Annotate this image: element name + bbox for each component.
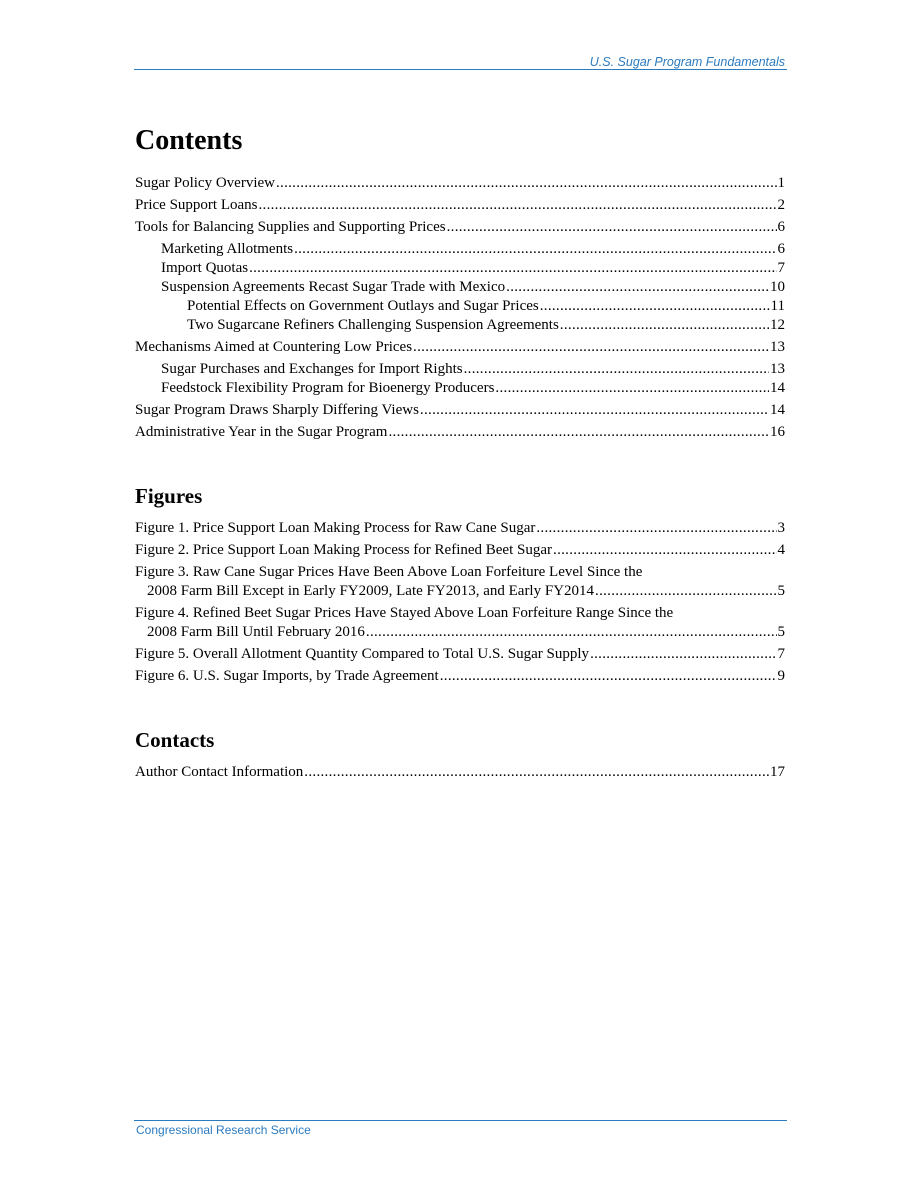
toc-entry-page: 7 xyxy=(777,260,785,276)
contents-list xyxy=(135,174,785,442)
toc-entry[interactable] xyxy=(135,316,785,335)
toc-entry-text: Tools for Balancing Supplies and Supporting Prices xyxy=(135,219,446,235)
figure-entry-text-line1: Figure 3. Raw Cane Sugar Prices Have Been Above Loan Forfeiture Level Since the xyxy=(135,564,643,580)
dot-leader xyxy=(447,218,777,237)
dot-leader xyxy=(540,297,770,316)
figure-entry-text: Figure 1. Price Support Loan Making Process for Raw Cane Sugar xyxy=(135,520,536,536)
figure-entry-page: 5 xyxy=(777,583,785,599)
toc-entry-text: Marketing Allotments xyxy=(161,241,294,257)
toc-entry[interactable] xyxy=(135,218,785,237)
toc-entry-page: 16 xyxy=(770,424,785,440)
dot-leader xyxy=(590,645,776,664)
dot-leader xyxy=(294,240,776,259)
toc-entry-page: 10 xyxy=(770,279,785,295)
toc-entry[interactable] xyxy=(135,360,785,379)
contact-entry[interactable] xyxy=(135,763,785,782)
dot-leader xyxy=(249,259,776,278)
toc-entry[interactable] xyxy=(135,240,785,259)
dot-leader xyxy=(304,763,769,782)
figure-entry-page: 4 xyxy=(777,542,785,558)
running-header-title: U.S. Sugar Program Fundamentals xyxy=(589,55,785,69)
figure-entry-text: 2008 Farm Bill Except in Early FY2009, Late FY2013, and Early FY2014 xyxy=(147,583,595,599)
dot-leader xyxy=(595,582,776,601)
toc-entry-text: Mechanisms Aimed at Countering Low Prices xyxy=(135,339,413,355)
dot-leader xyxy=(506,278,769,297)
toc-entry[interactable] xyxy=(135,297,785,316)
contact-entry-page: 17 xyxy=(770,764,785,780)
figures-list xyxy=(135,519,785,686)
toc-entry-page: 2 xyxy=(777,197,785,213)
dot-leader xyxy=(560,316,769,335)
dot-leader xyxy=(440,667,777,686)
toc-entry-page: 13 xyxy=(770,361,785,377)
toc-entry-text: Two Sugarcane Refiners Challenging Suspension Agreements xyxy=(187,317,559,333)
figure-entry-text: Figure 5. Overall Allotment Quantity Compared to Total U.S. Sugar Supply xyxy=(135,646,590,662)
toc-entry-text: Administrative Year in the Sugar Program xyxy=(135,424,388,440)
toc-entry-page: 6 xyxy=(777,241,785,257)
figure-entry-page: 5 xyxy=(777,624,785,640)
toc-entry[interactable] xyxy=(135,278,785,297)
toc-entry-text: Potential Effects on Government Outlays and Sugar Prices xyxy=(187,298,539,314)
figure-entry-text: Figure 6. U.S. Sugar Imports, by Trade Agreement xyxy=(135,668,439,684)
toc-entry[interactable] xyxy=(135,379,785,398)
toc-entry-page: 14 xyxy=(770,380,785,396)
toc-entry-page: 6 xyxy=(777,219,785,235)
toc-entry[interactable] xyxy=(135,338,785,357)
toc-entry[interactable] xyxy=(135,196,785,215)
dot-leader xyxy=(388,423,769,442)
figure-entry[interactable] xyxy=(135,541,785,560)
dot-leader xyxy=(495,379,769,398)
footer-source: Congressional Research Service xyxy=(136,1123,311,1137)
figures-heading: Figures xyxy=(135,484,203,508)
figure-entry[interactable] xyxy=(135,519,785,538)
figure-entry-page: 7 xyxy=(777,646,785,662)
toc-entry[interactable] xyxy=(135,401,785,420)
contents-heading: Contents xyxy=(135,125,243,156)
dot-leader xyxy=(258,196,776,215)
toc-entry-text: Import Quotas xyxy=(161,260,249,276)
dot-leader xyxy=(536,519,776,538)
dot-leader xyxy=(464,360,769,379)
dot-leader xyxy=(366,623,777,642)
dot-leader xyxy=(553,541,776,560)
toc-entry-text: Suspension Agreements Recast Sugar Trade with Mexico xyxy=(161,279,506,295)
figure-entry[interactable] xyxy=(135,667,785,686)
figure-entry-text: Figure 2. Price Support Loan Making Process for Refined Beet Sugar xyxy=(135,542,553,558)
toc-entry-text: Sugar Policy Overview xyxy=(135,175,275,191)
toc-entry[interactable] xyxy=(135,174,785,193)
toc-entry-page: 12 xyxy=(770,317,785,333)
figure-entry-page: 3 xyxy=(777,520,785,536)
footer-rule xyxy=(134,1120,787,1121)
toc-entry[interactable] xyxy=(135,423,785,442)
header-rule xyxy=(134,69,787,70)
dot-leader xyxy=(420,401,769,420)
toc-entry-text: Sugar Purchases and Exchanges for Import Rights xyxy=(161,361,463,377)
toc-entry[interactable] xyxy=(135,259,785,278)
contact-entry-text: Author Contact Information xyxy=(135,764,304,780)
contacts-list xyxy=(135,763,785,782)
dot-leader xyxy=(276,174,777,193)
toc-entry-text: Price Support Loans xyxy=(135,197,258,213)
figure-entry[interactable] xyxy=(135,645,785,664)
contacts-heading: Contacts xyxy=(135,728,215,752)
toc-entry-page: 11 xyxy=(770,298,785,314)
toc-entry-page: 13 xyxy=(770,339,785,355)
figure-entry-text: 2008 Farm Bill Until February 2016 xyxy=(147,624,365,640)
toc-entry-text: Feedstock Flexibility Program for Bioenergy Producers xyxy=(161,380,495,396)
figure-entry-text-line1: Figure 4. Refined Beet Sugar Prices Have Stayed Above Loan Forfeiture Range Since the xyxy=(135,605,674,621)
figure-entry-page: 9 xyxy=(777,668,785,684)
figure-entry[interactable] xyxy=(135,604,785,642)
toc-entry-page: 14 xyxy=(770,402,785,418)
dot-leader xyxy=(413,338,769,357)
toc-entry-text: Sugar Program Draws Sharply Differing Views xyxy=(135,402,419,418)
toc-entry-page: 1 xyxy=(777,175,785,191)
figure-entry[interactable] xyxy=(135,563,785,601)
